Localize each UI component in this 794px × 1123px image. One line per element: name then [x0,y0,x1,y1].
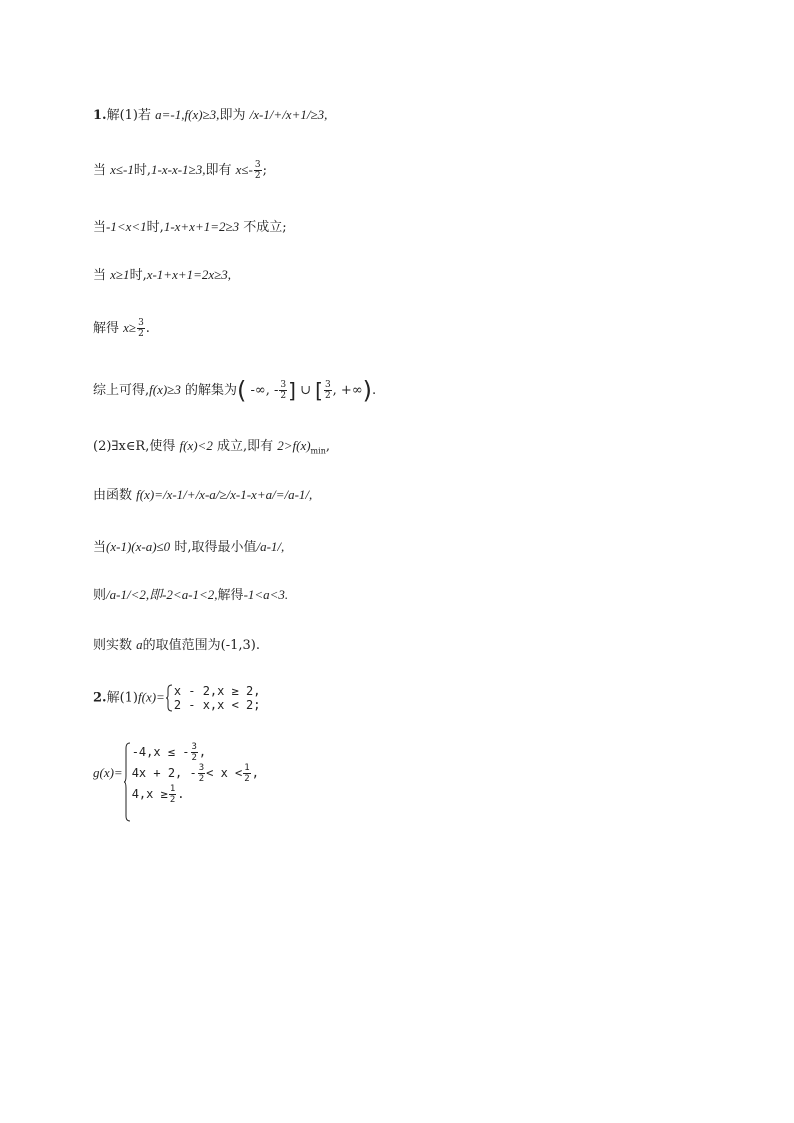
math: /a-1/, [256,539,285,554]
subscript: min [310,446,326,456]
numerator: 3 [138,318,144,328]
text: . [145,321,150,336]
math: f(x)<2 [179,438,213,453]
text: 时, [133,163,152,178]
case-3 [93,266,231,285]
denominator: 2 [254,171,261,181]
math: 1-x-x-1≥3, [151,162,206,177]
text: 则实数 [93,638,133,653]
inequality-solve [93,586,288,605]
fraction [324,380,332,401]
union-symbol: ∪ [300,383,311,398]
fraction [137,318,145,339]
math: /a-1/<2,即-2<a-1<2, [106,587,218,602]
text: 时,取得最小值 [174,540,257,555]
brace-icon [165,684,173,712]
fraction [254,160,262,181]
math: , +∞ [332,383,363,398]
math: a [136,637,143,652]
bracket: [ [315,378,323,403]
math: 1-x+x+1=2≥3 [163,219,240,234]
math: a=-1, [155,107,185,122]
math: 4x + 2, - [131,766,197,780]
denominator: 2 [138,329,144,339]
paren: ( [236,376,247,405]
math: 2>f(x) [277,438,311,453]
case-1 [93,160,267,181]
text: , [325,439,330,454]
text: 当 [93,540,107,555]
math: /x-1/+/x+1/≥3, [249,107,328,122]
piece-row [132,763,259,784]
part-2-intro [93,437,330,461]
piece-row: 2 - x,x < 2; [173,698,261,712]
problem-number: 1. [93,108,107,123]
math: -4,x ≤ - [131,745,190,759]
text: ; [262,163,267,178]
denominator: 2 [198,774,205,784]
solve-result [93,318,150,339]
numerator: 1 [244,763,250,773]
math: 4,x ≥ [131,787,168,801]
math: , [251,766,259,780]
fraction [191,742,198,763]
text: 即有 [205,163,232,178]
math: -1<x<1 [106,219,147,234]
text: 解(1) [106,690,138,706]
text: 解得 [217,588,244,603]
problem-number: 2. [93,690,107,706]
denominator: 2 [280,391,287,401]
text: 时, [129,268,147,283]
math: x-1+x+1=2x≥3, [146,267,232,282]
math: . [177,787,185,801]
text: 综上可得, [93,383,150,398]
denominator: 2 [169,795,176,805]
math: x≤-1 [110,162,134,177]
math: -1<a<3. [243,587,289,602]
numerator: 3 [254,160,261,170]
text: . [372,383,377,398]
math: (x-1)(x-a)≤0 [106,539,171,554]
piecewise-g-line [93,742,259,805]
math: (-1,3). [220,638,261,653]
text: 解得 [93,321,120,336]
text: 当 [93,268,107,283]
numerator: 1 [169,784,176,794]
numerator: 3 [280,380,287,390]
text: 解(1)若 [106,108,151,123]
range-result [93,636,260,655]
text: 的解集为 [184,383,237,398]
math: x≥1 [110,267,130,282]
numerator: 3 [191,742,197,752]
text: 成立,即有 [216,439,274,454]
text: 的取值范围为 [142,638,221,653]
math: x≥ [123,320,137,335]
paren: ) [362,376,373,405]
math: f(x)≥3, [184,107,220,122]
fraction [169,784,176,805]
math: < x < [206,766,243,780]
text: 不成立; [243,220,287,235]
piece-row: x - 2,x ≥ 2, [173,684,261,698]
text: 当 [93,163,107,178]
fraction [279,380,287,401]
denominator: 2 [244,774,250,784]
text: 则 [93,588,107,603]
math: x≤- [235,162,253,177]
piece-row [132,742,259,763]
math: -∞, - [250,383,279,398]
solution-2-intro [93,684,261,712]
text: 使得 [149,439,176,454]
function-bound [93,486,312,505]
math: f(x)≥3 [149,382,181,397]
text: 由函数 [93,488,133,503]
piecewise-g [123,742,259,805]
min-condition [93,538,284,557]
numerator: 3 [324,380,331,390]
numerator: 3 [198,763,205,773]
math: , [198,745,207,759]
fraction [198,763,205,784]
denominator: 2 [191,753,197,763]
piece-row [132,784,259,805]
piecewise-rows [123,742,259,805]
brace-icon [123,742,131,822]
piecewise-rows [165,684,261,712]
math: (2)∃x∈R, [93,439,150,454]
fraction [243,763,250,784]
math: f(x)= [138,689,165,705]
bracket: ] [288,378,296,403]
math: f(x)=/x-1/+/x-a/≥/x-1-x+a/=/a-1/, [136,487,313,502]
math: g(x)= [93,765,123,780]
text: 时, [146,220,164,235]
text: 当 [93,220,107,235]
case-2 [93,218,287,237]
text: 即为 [219,108,246,123]
denominator: 2 [324,391,331,401]
solution-set [93,376,377,405]
piecewise-f [165,684,261,712]
solution-1-intro [93,106,327,125]
